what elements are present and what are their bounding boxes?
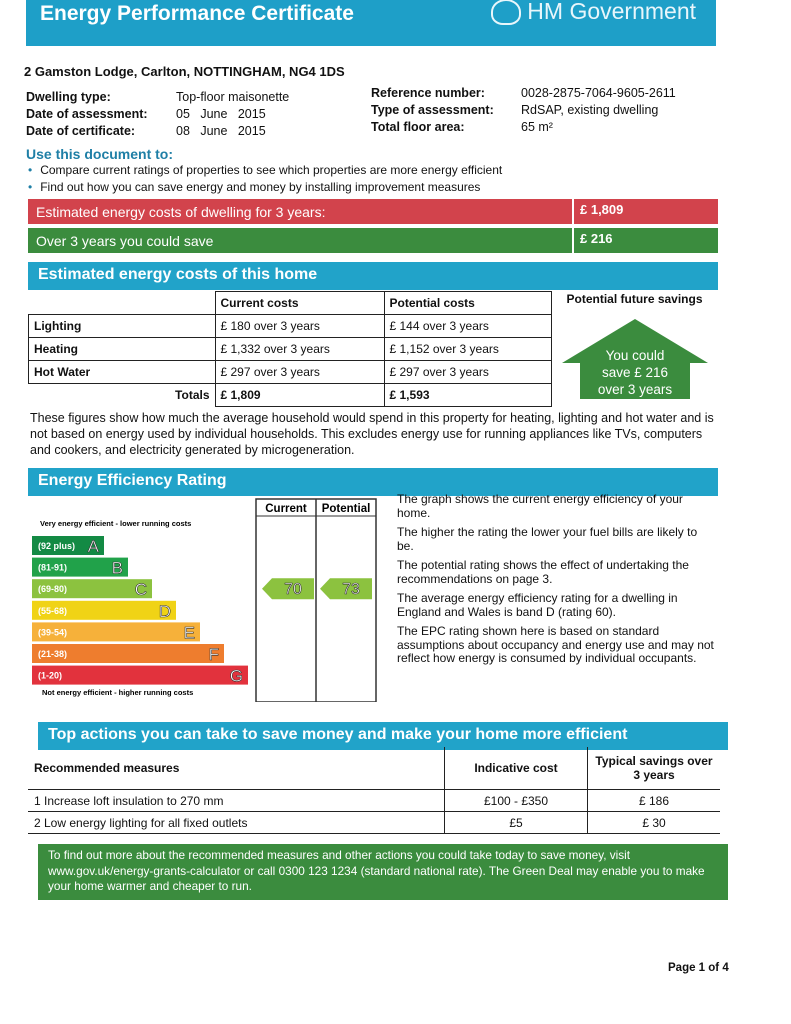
potential-column-label: Potential [321,503,371,515]
typical-savings: £ 30 [588,812,721,834]
assessment-date-value: 05 June 2015 [176,107,266,121]
column-header: Typical savings over 3 years [588,747,721,790]
band-letter: A [87,537,99,556]
band-range: (69-80) [38,584,68,595]
certificate-title: Energy Performance Certificate [40,2,354,25]
column-header: Recommended measures [28,747,445,790]
energy-rating-chart [30,496,380,702]
potential-rating-value: 73 [342,581,360,599]
page-number: Page 1 of 4 [668,962,729,974]
column-header: Potential costs [384,292,551,315]
house-line: save £ 216 [601,365,669,380]
current-rating-value: 70 [284,581,302,599]
band-range: (92 plus) [38,541,76,551]
reference-number-label: Reference number: [371,86,485,100]
dwelling-type-label: Dwelling type: [26,90,111,104]
dwelling-type-value: Top-floor maisonette [176,90,290,104]
indicative-cost: £100 - £350 [445,790,588,812]
row-label: Hot Water [29,361,216,384]
current-cost: £ 297 over 3 years [215,361,384,384]
house-line: You could [605,348,665,363]
row-label: Lighting [29,315,216,338]
header-banner [26,0,716,46]
details-left [26,90,289,141]
explanation-paragraph: The higher the rating the lower your fuel bills are likely to be. [397,525,698,553]
savings-house-badge [562,319,708,399]
band-letter: E [183,623,195,643]
certificate-date-label: Date of certificate: [26,124,136,138]
band-range: (1-20) [38,670,63,681]
band-range: (55-68) [38,605,68,616]
estimated-costs-bar [28,199,718,224]
footer-text: To find out more about the recommended measures and other actions you could take today to save money, visit www.gov.uk/energy-grants-calculator or call 0300 123 1234 (standard national rate). The Green Deal may enable you to make your home warmer and cheaper to run. [48,848,705,893]
band-letter: G [229,666,243,686]
house-text [562,347,708,398]
savings-value: £ 216 [572,228,613,253]
current-column-label: Current [265,503,307,515]
actions-table [28,747,720,834]
savings-bar [28,228,718,253]
assessment-type-label: Type of assessment: [371,103,494,117]
section-title: Energy Efficiency Rating [38,472,227,489]
indicative-cost: £5 [445,812,588,834]
band-range: (39-54) [38,627,68,638]
band-range: (81-91) [38,562,68,573]
total-potential: £ 1,593 [384,384,551,407]
band-range: (21-38) [38,649,68,659]
list-item: • Find out how you can save energy and money by installing improvement measures [26,179,502,196]
royal-crest-icon [491,0,521,25]
rating-bands [32,536,248,686]
current-cost: £ 180 over 3 years [215,315,384,338]
list-item: • Compare current ratings of properties to see which properties are more energy efficient [26,162,502,179]
details-right [371,86,676,137]
band-letter: D [158,601,171,621]
table-header-row [28,747,720,790]
actions-section-header [38,722,728,750]
measure: 2 Low energy lighting for all fixed outlets [28,812,445,834]
savings-label: Over 3 years you could save [36,233,214,249]
footer-info-box [38,844,728,900]
band-letter: F [208,645,219,664]
section-title: Estimated energy costs of this home [38,266,318,283]
hm-government-logo [491,0,696,25]
band-bar-g [32,666,248,685]
potential-cost: £ 297 over 3 years [384,361,551,384]
column-header: Current costs [215,292,384,315]
explanation-paragraph: The potential rating shows the effect of undertaking the recommendations on page 3. [397,558,689,586]
measure: 1 Increase loft insulation to 270 mm [28,790,445,812]
bottom-efficiency-label: Not energy efficient - higher running costs [42,688,194,697]
table-row [28,812,720,834]
costs-section-header [28,262,718,290]
floor-area-value: 65 m² [521,120,553,134]
explanation-paragraph: The average energy efficiency rating for a dwelling in England and Wales is band D (rating 60). [397,591,678,619]
table-header-row [29,292,719,315]
estimated-costs-value: £ 1,809 [572,199,623,224]
column-header: Indicative cost [445,747,588,790]
potential-cost: £ 1,152 over 3 years [384,338,551,361]
typical-savings: £ 186 [588,790,721,812]
section-title: Top actions you can take to save money and make your home more efficient [48,726,628,743]
totals-label: Totals [175,388,210,403]
use-document-title: Use this document to: [26,146,174,162]
assessment-date-label: Date of assessment: [26,107,148,121]
government-name: HM Government [527,0,696,24]
rating-explanation [397,493,717,672]
house-line: over 3 years [597,382,673,397]
band-letter: C [134,580,147,600]
use-document-list [26,162,502,196]
top-efficiency-label: Very energy efficient - lower running costs [40,519,192,528]
costs-note: These figures show how much the average household would spend in this property for heating, lighting and hot water and is not based on energy used by individual households. This excludes energy use for running appliances like TVs, computers and cookers, and electricity generated by microgeneration. [30,411,714,457]
total-current: £ 1,809 [215,384,384,407]
explanation-paragraph: The graph shows the current energy efficiency of your home. [397,492,683,520]
table-row [28,790,720,812]
band-letter: B [111,558,123,578]
estimated-costs-label: Estimated energy costs of dwelling for 3 years: [36,204,326,220]
current-cost: £ 1,332 over 3 years [215,338,384,361]
floor-area-label: Total floor area: [371,120,465,134]
certificate-date-value: 08 June 2015 [176,124,266,138]
column-header: Potential future savings [566,291,703,306]
potential-cost: £ 144 over 3 years [384,315,551,338]
reference-number-value: 0028-2875-7064-9605-2611 [521,86,676,100]
explanation-paragraph: The EPC rating shown here is based on standard assumptions about occupancy and energy use and may not reflect how energy is consumed by individual occupants. [397,624,714,665]
row-label: Heating [29,338,216,361]
assessment-type-value: RdSAP, existing dwelling [521,103,659,117]
rating-arrows [262,578,372,599]
property-address: 2 Gamston Lodge, Carlton, NOTTINGHAM, NG4 1DS [24,64,345,79]
